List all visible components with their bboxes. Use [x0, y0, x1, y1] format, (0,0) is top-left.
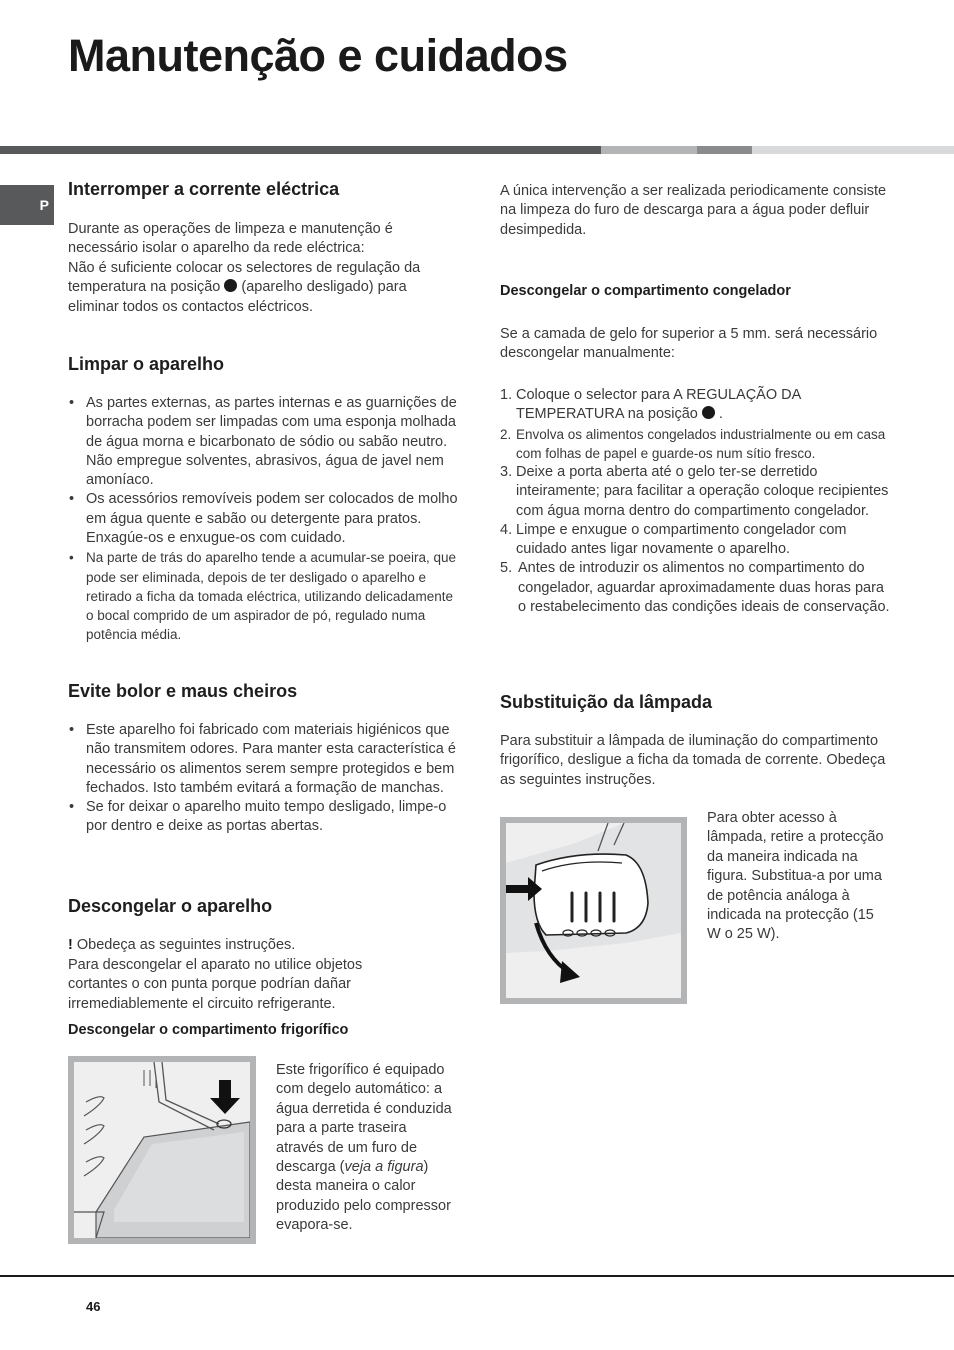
defrost-text-1: ! Obedeça as seguintes instruções. [68, 937, 296, 953]
page-title: Manutenção e cuidados [68, 30, 568, 81]
list-item: 5. Antes de introduzir os alimentos no compartimento do congelador, aguardar aproximadamente duas horas para o restabelecimento das condições ideais de conservação. [500, 560, 890, 616]
defrost-text-2: Para descongelar el aparato no utilice objetos cortantes o con punta porque podrían dañar irremediablemente el circuito refrigerante. [68, 957, 363, 1012]
warning-icon: ! [68, 937, 73, 953]
header-bar-dark [0, 146, 601, 154]
clean-list [68, 394, 460, 644]
page-number: 46 [86, 1299, 101, 1314]
section-title-clean: Limpar o aparelho [68, 354, 225, 374]
list-item: 1. Coloque o selector para A REGULAÇÃO DA TEMPERATURA na posição . [500, 387, 801, 423]
list-item: • Se for deixar o aparelho muito tempo desligado, limpe-o por dentro e deixe as portas abertas. [68, 798, 460, 837]
lamp-cover-figure [500, 817, 687, 1004]
list-item: 2. Envolva os alimentos congelados industrialmente ou em casa com folhas de papel e guarde-os num sítio fresco. [500, 426, 886, 461]
language-tab: P [0, 185, 54, 225]
lamp-cover-illustration [506, 823, 681, 998]
fridge-defrost-text: Este frigorífico é equipado com degelo automático: a água derretida é conduzida para a parte traseira através de um furo de descarga (veja a figura) desta maneira o calor produzido pelo compressor evapora-se. [276, 1062, 452, 1234]
lamp-text: Para substituir a lâmpada de iluminação do compartimento frigorífico, desligue a ficha da tomada de corrente. Obedeça as seguintes instruções. [500, 733, 886, 788]
list-item: • As partes externas, as partes internas e as guarnições de borracha podem ser limpadas com uma esponja molhada de água morna e bicarbonato de sódio ou sabão neutro. Não empregue solventes, abrasivos, água de javel nem amoníaco. [68, 394, 460, 490]
list-item: • Os acessórios removíveis podem ser colocados de molho em água quente e sabão ou detergente para pratos. Enxagúe-os e enxugue-os com cuidado. [68, 490, 460, 548]
list-item: • Na parte de trás do aparelho tende a acumular-se poeira, que pode ser eliminada, depois de ter desligado o aparelho e retirado a ficha da tomada eléctrica, utilizando delicadamente o bocal comprido de um aspirador de pó, regulado numa potência média. [68, 548, 460, 644]
section-title-power: Interromper a corrente eléctrica [68, 179, 340, 199]
freezer-defrost-text: Se a camada de gelo for superior a 5 mm. será necessário descongelar manualmente: [500, 326, 878, 362]
header-bar-light [601, 146, 697, 154]
list-item: 4. Limpe e enxugue o compartimento congelador com cuidado antes ligar novamente o aparelho. [500, 521, 847, 558]
drain-hole-figure [68, 1056, 256, 1244]
lamp-figure-text: Para obter acesso à lâmpada, retire a protecção da maneira indicada na figura. Substitua-a por uma de potência análoga à indicada na protecção (15 W o 25 W). [707, 810, 884, 943]
section-title-lamp: Substituição da lâmpada [500, 692, 713, 712]
off-position-icon [702, 406, 715, 419]
footer-rule [0, 1275, 954, 1277]
maintenance-text: A única intervenção a ser realizada periodicamente consiste na limpeza do furo de descarga para a água poder defluir desimpedida. [500, 183, 887, 238]
list-item: 3. Deixe a porta aberta até o gelo ter-se derretido inteiramente; para facilitar a operação coloque recipientes com água morna dentro do compartimento congelador. [500, 464, 889, 519]
section-title-defrost: Descongelar o aparelho [68, 896, 273, 916]
power-text-1: Durante as operações de limpeza e manutenção é necessário isolar o aparelho da rede eléctrica: [68, 221, 393, 257]
odors-list [68, 721, 460, 837]
subsection-title-fridge-defrost: Descongelar o compartimento frigorífico [68, 1022, 349, 1038]
freezer-steps-list [500, 386, 892, 617]
off-position-icon [224, 279, 237, 292]
section-title-odors: Evite bolor e maus cheiros [68, 681, 298, 701]
power-text-2: Não é suficiente colocar os selectores de regulação da temperatura na posição (aparelho desligado) para eliminar todos os contactos eléctricos. [68, 260, 421, 315]
subsection-title-freezer-defrost: Descongelar o compartimento congelador [500, 283, 791, 299]
list-item: • Este aparelho foi fabricado com materiais higiénicos que não transmitem odores. Para manter esta característica é necessário os alimentos serem sempre protegidos e bem fechados. Isto também evitará a formação de manchas. [68, 721, 460, 798]
header-bar-mid [697, 146, 752, 154]
header-bar-pale [752, 146, 954, 154]
drain-hole-illustration [74, 1062, 250, 1238]
